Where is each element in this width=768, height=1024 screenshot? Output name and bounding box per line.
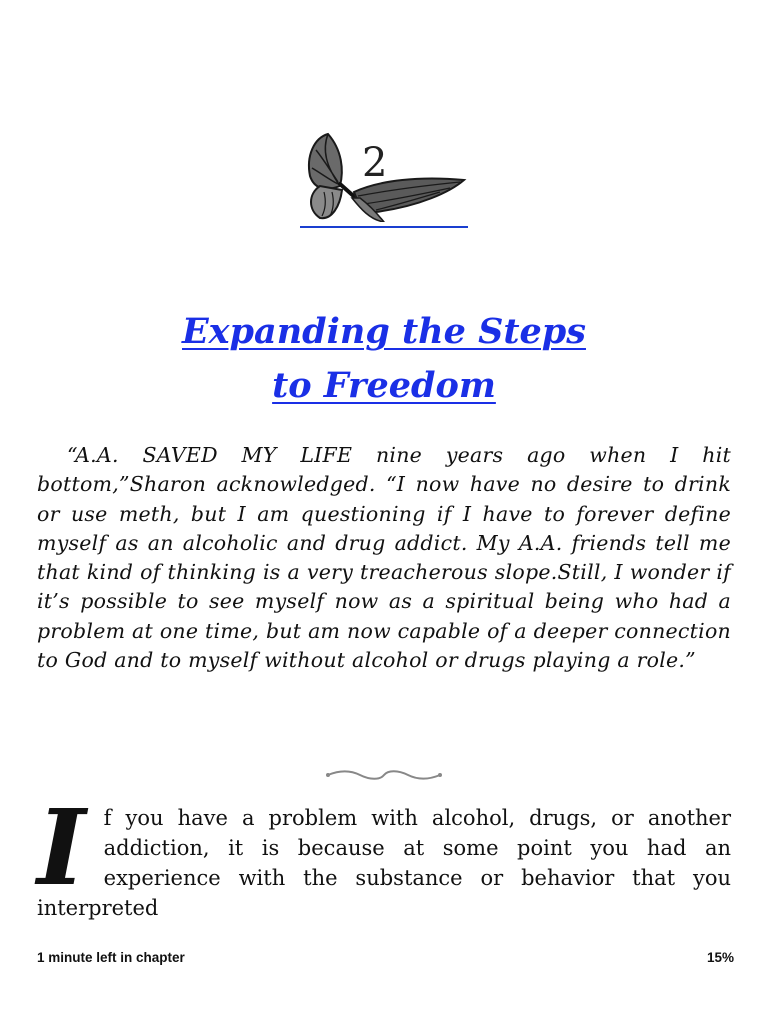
chapter-title-line-2: to Freedom [272, 365, 496, 406]
chapter-title [0, 305, 768, 413]
chapter-divider-rule [300, 226, 468, 228]
chapter-number: 2 [362, 140, 388, 186]
body-paragraph [37, 786, 731, 923]
reading-progress: 15% [706, 950, 734, 965]
chapter-title-line-1: Expanding the Steps [182, 311, 586, 352]
epigraph: “A.A. SAVED MY LIFE nine years ago when I hit bottom,”Sharon acknowledged. “I now have no desire to drink or use meth, but I am questioning if I have to forever define myself as an alcoholic and drug addict. My A.A. friends tell me that kind of thinking is a very treacherous slope.Still, I wonder if it’s possible to see myself now as a spiritual being who had a problem at one time, but am now capable of a deeper connection to God and to myself without alcohol or drugs playing a role.” [37, 443, 731, 673]
chapter-ornament [300, 126, 468, 230]
chapter-time-left: 1 minute left in chapter [37, 950, 185, 965]
flourish-divider-icon [324, 768, 444, 782]
body-paragraph-text: f you have a problem with alcohol, drugs, or another addiction, it is because at some point you had an experience with the substance or behavior that you interpreted [37, 806, 731, 920]
drop-cap: I [37, 786, 86, 909]
